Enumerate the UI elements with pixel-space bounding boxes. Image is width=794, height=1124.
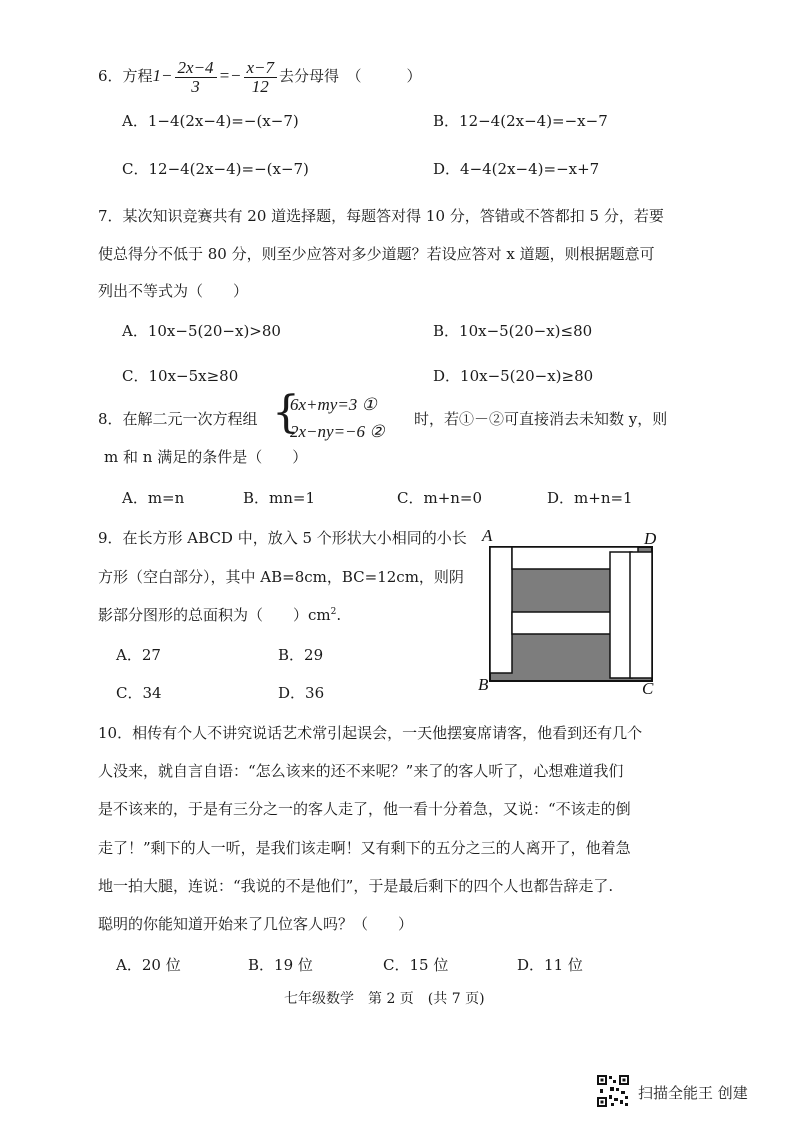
q9-line-3: [98, 604, 341, 625]
q7-option-b: B．10x−5(20−x)≤80: [433, 322, 593, 340]
q9-label-b: B: [478, 675, 489, 694]
q10-line-1: 10．相传有个人不讲究说话艺术常引起误会，一天他摆宴席请客，他看到还有几个: [98, 724, 643, 742]
q10-option-d: D．11 位: [517, 956, 583, 974]
q10-line-2: 人没来，就自言自语：“怎么该来的还不来呢？”来了的客人听了，心想难道我们: [98, 762, 624, 780]
q8-option-c: C．m+n=0: [397, 489, 483, 507]
q6-option-a: A．1−4(2x−4)=−(x−7): [122, 112, 299, 130]
q6-option-b: B．12−4(2x−4)=−x−7: [433, 112, 608, 130]
q9-line-1: 9．在长方形 ABCD 中，放入 5 个形状大小相同的小长: [98, 529, 467, 547]
q9-small-rect-1: [490, 547, 512, 673]
qr-code-icon: [596, 1074, 630, 1108]
q8-option-a: A．m=n: [122, 489, 185, 507]
q9-label-c: C: [642, 679, 654, 698]
q9-option-a: A．27: [116, 646, 161, 664]
q10-option-c: C．15 位: [383, 956, 449, 974]
q10-line-6: 聪明的你能知道开始来了几位客人吗？（ ）: [98, 915, 414, 933]
q8-line-2: m 和 n 满足的条件是（ ）: [104, 448, 308, 466]
q9-option-c: C．34: [116, 684, 162, 702]
q8-option-b: B．mn=1: [243, 489, 316, 507]
q6-fraction-2: [244, 59, 278, 96]
q7-line-3: 列出不等式为（ ）: [98, 282, 249, 300]
q9-option-d: D．36: [278, 684, 325, 702]
q6-frac1-num: 2x−4: [175, 59, 217, 78]
q9-small-rect-4: [610, 552, 632, 678]
q7-option-d: D．10x−5(20−x)≥80: [433, 367, 594, 385]
q6-option-d: D．4−4(2x−4)=−x+7: [433, 160, 600, 178]
q7-option-a: A．10x−5(20−x)>80: [122, 322, 281, 340]
page-footer: 七年级数学 第 2 页 (共 7 页): [284, 991, 485, 1007]
q10-line-3: 是不该来的，于是有三分之一的客人走了，他一看十分着急，又说：“不该走的倒: [98, 800, 631, 818]
q9-line-3-text: 影部分图形的总面积为（ ）cm: [98, 606, 331, 624]
q10-option-a: A．20 位: [116, 956, 181, 974]
q6-tail: 去分母得 （ ）: [279, 67, 422, 85]
q10-option-b: B．19 位: [248, 956, 313, 974]
q8-tail: 时，若①－②可直接消去未知数 y，则: [414, 410, 668, 428]
q6-stem: [98, 56, 422, 96]
q8-lead: 8．在解二元一次方程组: [98, 410, 258, 428]
q10-line-5: 地一拍大腿，连说：“我说的不是他们”，于是最后剩下的四个人也都告辞走了.: [98, 877, 614, 895]
q8-brace-icon: {: [272, 387, 300, 438]
q9-line-3-end: .: [336, 606, 342, 624]
q7-option-c: C．10x−5x≥80: [122, 367, 239, 385]
q8-equation-1: 6x+my=3 ①: [290, 395, 377, 414]
q9-line-2: 方形（空白部分），其中 AB=8cm，BC=12cm，则阴: [98, 568, 464, 586]
q8-equation-2: 2x−ny=−6 ②: [290, 422, 385, 441]
q6-eq-mid: =−: [218, 66, 242, 85]
q9-small-rect-5: [630, 552, 652, 678]
q9-unit-exponent: 2: [330, 607, 337, 617]
q7-line-1: 7．某次知识竞赛共有 20 道选择题，每题答对得 10 分，答错或不答都扣 5 分，若要: [98, 207, 664, 225]
q9-figure: [478, 524, 668, 702]
q6-eq-lead: 1−: [152, 66, 173, 85]
q6-frac1-den: 3: [191, 76, 200, 96]
scanner-watermark: 扫描全能王 创建: [638, 1084, 748, 1102]
q6-frac2-num: x−7: [244, 59, 278, 78]
q6-number: 6．方程: [98, 67, 153, 85]
q9-label-d: D: [644, 529, 657, 548]
q9-option-b: B．29: [278, 646, 324, 664]
q10-line-4: 走了！”剩下的人一听，是我们该走啊！又有剩下的五分之三的人离开了，他着急: [98, 839, 631, 857]
q7-line-2: 使总得分不低于 80 分，则至少应答对多少道题？若设应答对 x 道题，则根据题意可: [98, 245, 655, 263]
q6-fraction-1: [175, 59, 217, 96]
q6-frac2-den: 12: [251, 76, 269, 96]
q8-option-d: D．m+n=1: [547, 489, 633, 507]
q6-option-c: C．12−4(2x−4)=−(x−7): [122, 160, 309, 178]
q9-label-a: A: [482, 526, 493, 545]
